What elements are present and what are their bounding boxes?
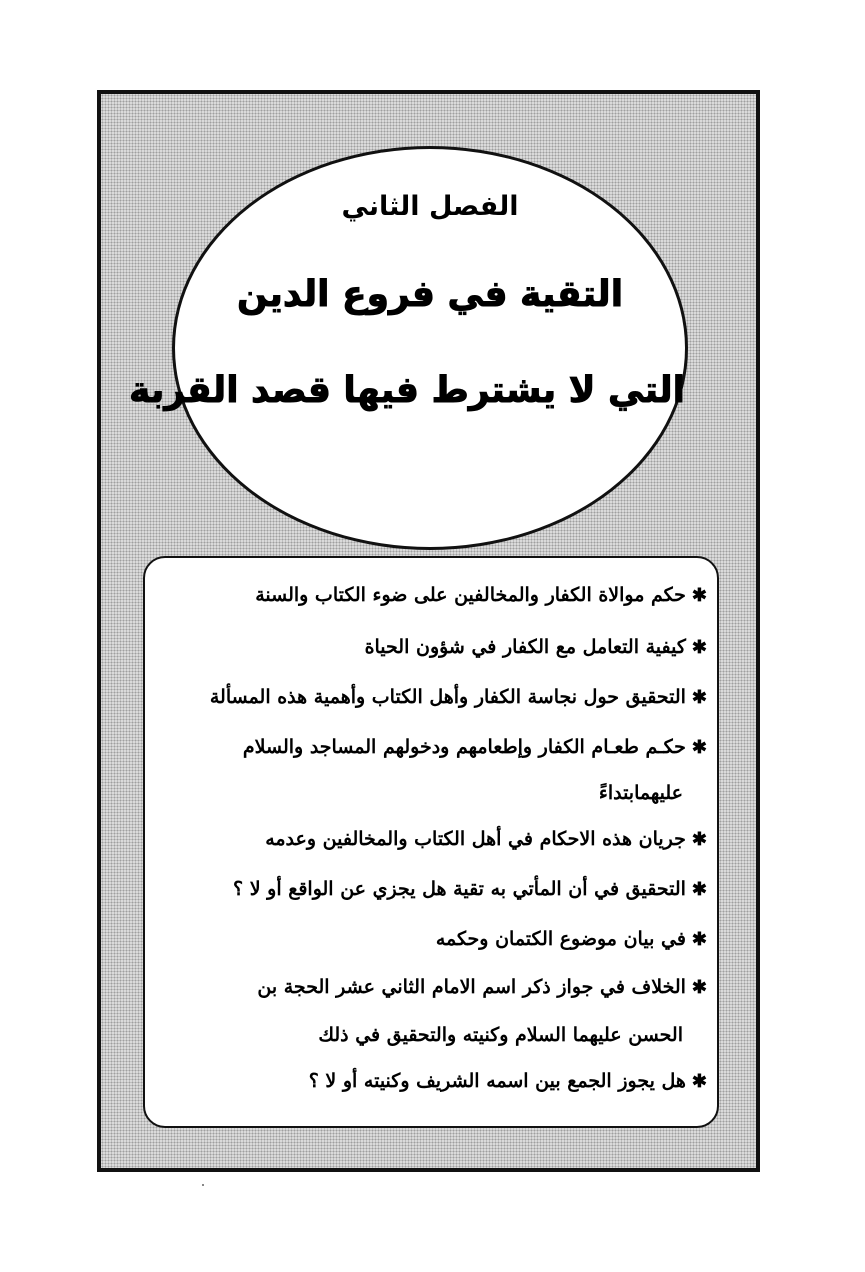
- scan-speck: [202, 1184, 204, 1186]
- list-item: [233, 878, 707, 900]
- list-item-text: التحقيق حول نجاسة الكفار وأهل الكتاب وأهمية هذه المسألة: [209, 686, 686, 708]
- list-item-continuation: عليهمابتداءً: [598, 782, 683, 804]
- list-item-text: هل يجوز الجمع بين اسمه الشريف وكنيته أو لا ؟: [308, 1070, 686, 1092]
- list-item-text: التحقيق في أن المأتي به تقية هل يجزي عن الواقع أو لا ؟: [233, 878, 686, 900]
- list-item: [309, 1070, 707, 1092]
- list-item: [210, 686, 707, 708]
- list-item-continuation: الحسن عليهما السلام وكنيته والتحقيق في ذلك: [318, 1024, 683, 1046]
- bullet-star-icon: ✱: [691, 829, 707, 850]
- bullet-star-icon: ✱: [691, 737, 707, 758]
- list-item-text: حكـم طعـام الكفار وإطعامهم ودخولهم المساجد والسلام: [242, 736, 686, 758]
- bullet-star-icon: ✱: [691, 585, 707, 606]
- list-item: [265, 828, 707, 850]
- bullet-star-icon: ✱: [691, 879, 707, 900]
- list-item: [365, 636, 707, 658]
- bullet-star-icon: ✱: [691, 687, 707, 708]
- list-item-text: جريان هذه الاحكام في أهل الكتاب والمخالفين وعدمه: [265, 828, 686, 850]
- list-item-text: كيفية التعامل مع الكفار في شؤون الحياة: [364, 636, 686, 658]
- chapter-title-line-2: التي لا يشترط فيها قصد القربة: [129, 370, 685, 411]
- chapter-label: الفصل الثاني: [341, 191, 519, 222]
- list-item-text: حكم موالاة الكفار والمخالفين على ضوء الكتاب والسنة: [255, 584, 686, 606]
- contents-list-box: [143, 556, 719, 1128]
- list-item-text: الخلاف في جواز ذكر اسم الامام الثاني عشر الحجة بن: [257, 976, 686, 998]
- list-item: [257, 976, 707, 998]
- bullet-star-icon: ✱: [691, 637, 707, 658]
- chapter-title-line-1: التقية في فروع الدين: [236, 274, 624, 315]
- chapter-title-oval: [129, 146, 688, 550]
- list-item: [436, 928, 707, 950]
- bullet-star-icon: ✱: [691, 929, 707, 950]
- bullet-star-icon: ✱: [691, 977, 707, 998]
- list-item: [255, 584, 707, 606]
- list-item-text: في بيان موضوع الكتمان وحكمه: [435, 928, 686, 950]
- list-item: [243, 736, 707, 758]
- bullet-star-icon: ✱: [691, 1071, 707, 1092]
